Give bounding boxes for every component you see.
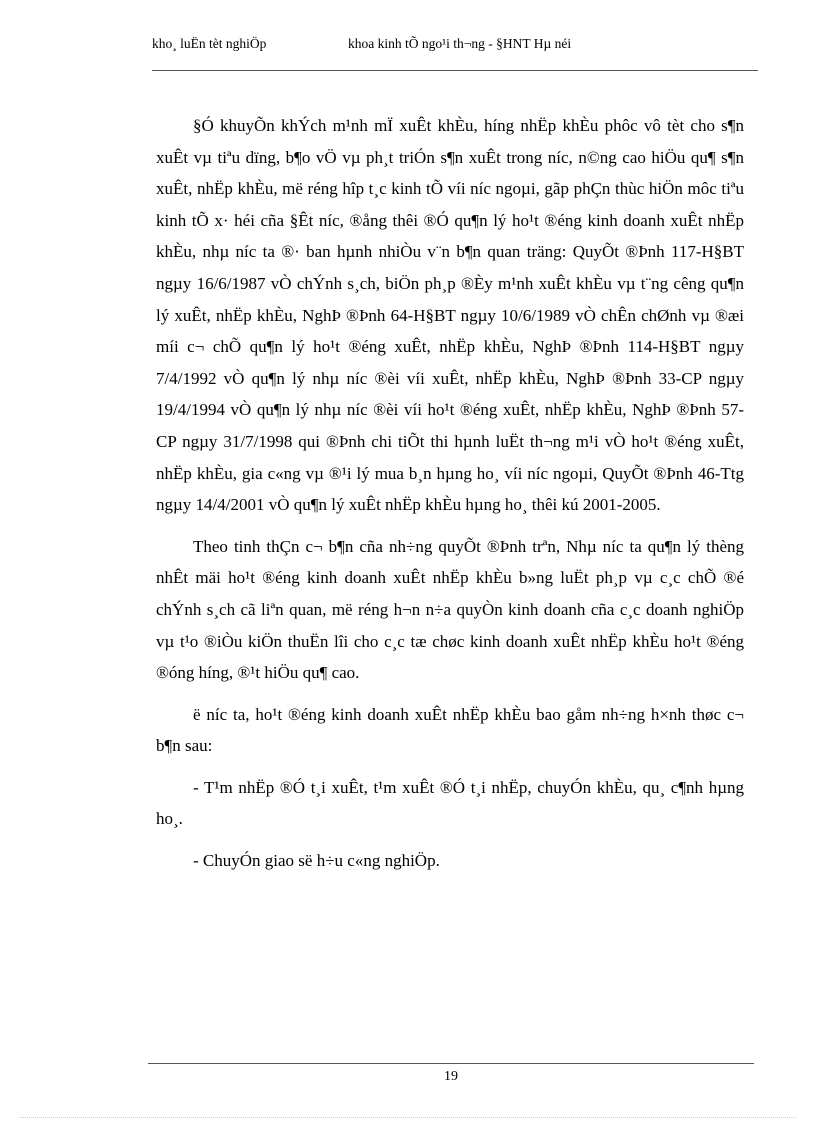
page-number: 19 <box>444 1069 458 1084</box>
header-faculty-label: khoa kinh tÕ ngo¹i th¬ng - §HNT Hµ néi <box>348 36 572 51</box>
header-thesis-label: kho¸ luËn tèt nghiÖp <box>152 36 267 51</box>
body-paragraph: §Ó khuyÕn khÝch m¹nh mÏ xuÊt khÈu, híng nhËp khÈu phôc vô tèt cho s¶n xuÊt vµ tiªu dïng, b¶o vÖ vµ ph¸t triÓn s¶n xuÊt trong níc, n©ng cao hiÖu qu¶ s¶n xuÊt, nhËp khÈu, më réng hîp t¸c kinh tÕ víi níc ngoµi, gãp phÇn thùc hiÖn môc tiªu kinh tÕ x· héi cña §Êt níc, ®ång thêi ®Ó qu¶n lý ho¹t ®éng kinh doanh xuÊt nhËp khÈu, nhµ níc ta ®· ban hµnh nhiÒu v¨n b¶n quan träng: QuyÕt ®Þnh 117-H§BT ngµy 16/6/1987 vÒ chÝnh s¸ch, biÖn ph¸p ®Èy m¹nh xuÊt khÈu vµ t¨ng cêng qu¶n lý xuÊt, nhËp khÈu, NghÞ ®Þnh 64-H§BT ngµy 10/6/1989 vÒ chÊn chØnh vµ ®æi míi c¬ chÕ qu¶n lý ho¹t ®éng xuÊt, nhËp khÈu, NghÞ ®Þnh 114-H§BT ngµy 7/4/1992 vÒ qu¶n lý nhµ níc ®èi víi xuÊt, nhËp khÈu, NghÞ ®Þnh 33-CP ngµy 19/4/1994 vÒ qu¶n lý nhµ níc ®èi víi ho¹t ®éng xuÊt, nhËp khÈu, NghÞ ®Þnh 57-CP ngµy 31/7/1998 qui ®Þnh chi tiÕt thi hµnh luËt th¬ng m¹i vÒ ho¹t ®éng xuÊt, nhËp khÈu, gia c«ng vµ ®¹i lý mua b¸n hµng ho¸ víi níc ngoµi, QuyÕt ®Þnh 46-Ttg ngµy 14/4/2001 vÒ qu¶n lý xuÊt nhËp khÈu hµng ho¸ thêi kú 2001-2005. <box>156 116 744 515</box>
body-paragraph: Theo tinh thÇn c¬ b¶n cña nh÷ng quyÕt ®Þnh trªn, Nhµ níc ta qu¶n lý thèng nhÊt mäi ho¹t ®éng kinh doanh xuÊt nhËp khÈu b»ng luËt ph¸p vµ c¸c chÕ ®é chÝnh s¸ch cã liªn quan, më réng h¬n n÷a quyÒn kinh doanh cña c¸c doanh nghiÖp vµ t¹o ®iÒu kiÖn thuËn lîi cho c¸c tæ chøc kinh doanh xuÊt nhËp khÈu ho¹t ®éng ®óng híng, ®¹t hiÖu qu¶ cao. <box>156 536 744 683</box>
list-item: - T¹m nhËp ®Ó t¸i xuÊt, t¹m xuÊt ®Ó t¸i nhËp, chuyÓn khÈu, qu¸ c¶nh hµng ho¸. <box>156 777 744 829</box>
page-header <box>152 36 758 58</box>
list-item: - ChuyÓn giao së h÷u c«ng nghiÖp. <box>193 851 440 871</box>
body-paragraph: ë níc ta, ho¹t ®éng kinh doanh xuÊt nhËp khÈu bao gåm nh÷ng h×nh thøc c¬ b¶n sau: <box>156 704 744 756</box>
document-body <box>156 110 744 887</box>
header-divider <box>152 70 758 71</box>
footer-divider <box>148 1063 754 1064</box>
page-bottom-border <box>20 1117 796 1118</box>
